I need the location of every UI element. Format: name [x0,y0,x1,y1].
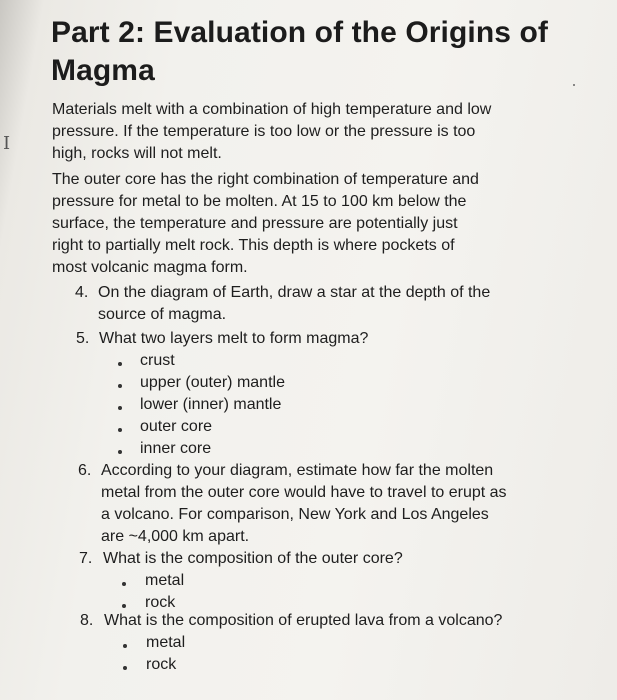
bullet-icon [118,406,122,410]
answer-option: rock [146,656,177,673]
answer-option: outer core [140,418,213,435]
answer-option: lower (inner) mantle [140,396,282,413]
question-text: What two layers melt to form magma? [99,330,369,347]
question-text: a volcano. For comparison, New York and Los Angeles [101,506,489,523]
bullet-icon [122,582,126,586]
bullet-icon [118,428,122,432]
question-text: What is the composition of the outer core? [103,550,403,567]
question-text: What is the composition of erupted lava from a volcano? [104,612,503,629]
intro-line: Materials melt with a combination of high temperature and low [52,101,492,118]
answer-option: crust [140,352,175,369]
answer-option: metal [146,634,186,651]
answer-option: upper (outer) mantle [140,374,285,391]
question-text: are ~4,000 km apart. [101,528,250,545]
bullet-icon [118,362,122,366]
intro-line: The outer core has the right combination of temperature and [52,171,479,188]
question-text: source of magma. [98,306,227,323]
speck [573,84,575,86]
bullet-icon [123,666,127,670]
answer-option: rock [145,594,176,611]
page-title: Part 2: Evaluation of the Origins of Magma [51,16,548,87]
bullet-icon [118,450,122,454]
question-text: metal from the outer core would have to travel to erupt as [101,484,507,501]
question-number: 7. [79,550,93,567]
intro-line: pressure. If the temperature is too low or the pressure is too [52,123,476,140]
answer-option: metal [145,572,185,589]
bullet-icon [123,644,127,648]
intro-line: right to partially melt rock. This depth is where pockets of [52,237,455,254]
text-cursor-icon: I [3,133,11,154]
intro-line: most volcanic magma form. [52,259,248,276]
question-number: 6. [78,462,92,479]
question-number: 5. [76,330,90,347]
intro-line: surface, the temperature and pressure are potentially just [52,215,458,232]
question-text: According to your diagram, estimate how far the molten [101,462,494,479]
question-number: 8. [80,612,94,629]
answer-option: inner core [140,440,212,457]
question-number: 4. [75,284,89,301]
intro-line: pressure for metal to be molten. At 15 to 100 km below the [52,193,467,210]
question-text: On the diagram of Earth, draw a star at the depth of the [98,284,491,301]
bullet-icon [118,384,122,388]
intro-line: high, rocks will not melt. [52,145,222,162]
bullet-icon [122,604,126,608]
